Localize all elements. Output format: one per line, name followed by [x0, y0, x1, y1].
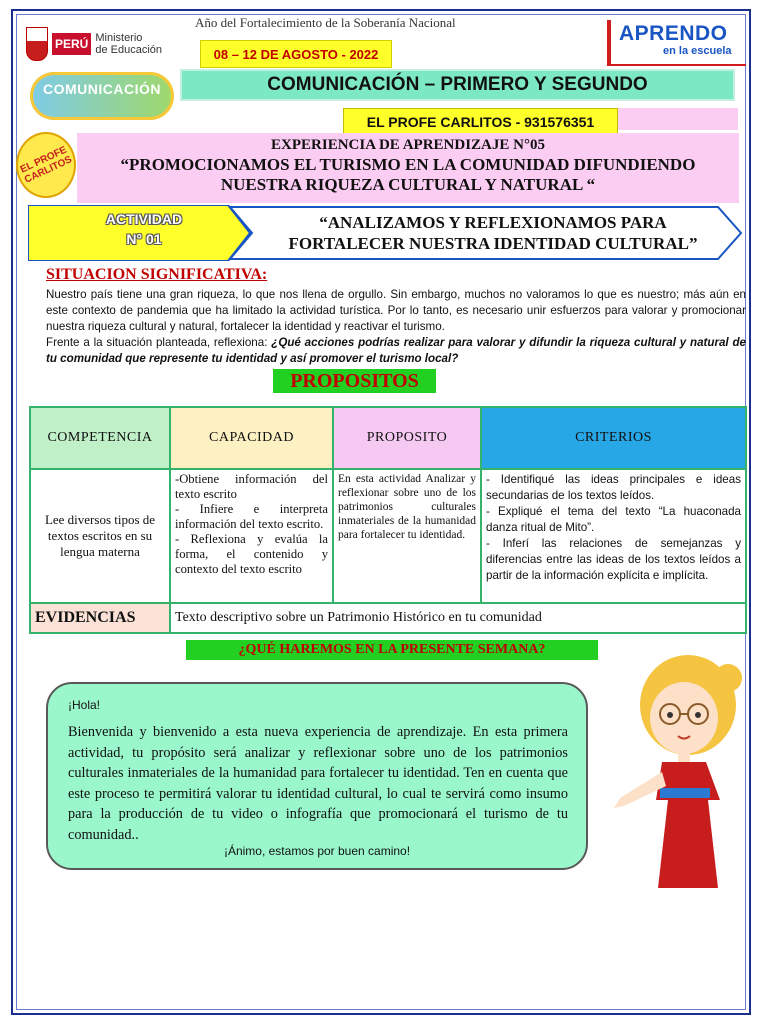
- eye-right: [695, 712, 701, 718]
- actividad-label: [64, 209, 224, 249]
- message-body: Bienvenida y bienvenido a esta nueva experiencia de aprendizaje. En esta primera actividad, tu propósito será analizar y reflexionar sobre uno de los patrimonios culturales inmateriales de la humanidad para fortalecer tu identidad. Ten en cuenta que este proceso te permitirá valorar tu identidad cultural, lo cual te servirá como insumo para la producción de tu video o infografía que promocionará el turismo de tu comunidad..: [68, 724, 568, 843]
- peru-tag: PERÚ: [52, 33, 91, 55]
- aprendo-logo-main: APRENDO: [619, 22, 728, 45]
- situacion-paragraph2: [46, 335, 746, 367]
- red-dress: [656, 762, 720, 888]
- cell-criterios: [481, 469, 746, 603]
- table-row: [30, 469, 746, 603]
- experiencia-box: [77, 133, 739, 203]
- date-range: 08 – 12 DE AGOSTO - 2022: [200, 40, 392, 68]
- comunicacion-logo-text: COMUNICACIÓN: [43, 81, 161, 97]
- capacidad-item: - Reflexiona y evalúa la forma, el contenido y contexto del texto escrito: [175, 532, 328, 576]
- message-closing: ¡Ánimo, estamos por buen camino!: [223, 844, 411, 858]
- situacion-question: ¿Qué acciones podrías realizar para valorar y difundir la riqueza cultural y natural de tu comunidad que represente tu identidad y así promover el turismo local?: [46, 336, 746, 365]
- message-greeting: ¡Hola!: [68, 698, 101, 712]
- year-motto: Año del Fortalecimiento de la Soberanía Nacional: [195, 16, 456, 30]
- criterio-item: - Inferí las relaciones de semejanzas y diferencias entre las ideas de los textos leídos a partir de la información explícita e implícita.: [486, 537, 741, 582]
- comunicacion-logo: [24, 68, 180, 128]
- capacidad-item: -Obtiene información del texto escrito: [175, 472, 328, 501]
- situacion-text: [46, 287, 746, 367]
- actividad-label-line1: ACTIVIDAD: [105, 211, 183, 227]
- propositos-title: PROPOSITOS: [273, 369, 436, 393]
- situacion-paragraph1: Nuestro país tiene una gran riqueza, lo que nos llena de orgullo. Sin embargo, muchos no valoramos lo que es nuestro; más aún en este contexto de pandemia que ha limitado la actividad turística. Por lo tanto, es necesario unir esfuerzos para valorar y promocionar nuestra riqueza cultural y natural, fortalecer la identidad y reactivar el turismo.: [46, 288, 746, 333]
- author-label: EL PROFE CARLITOS - 931576351: [343, 108, 618, 136]
- decorative-strip: [618, 108, 738, 130]
- evidencias-label: EVIDENCIAS: [30, 603, 170, 633]
- header-proposito: PROPOSITO: [333, 407, 481, 469]
- actividad-title-line1: “ANALIZAMOS Y REFLEXIONAMOS PARA: [319, 213, 667, 232]
- cell-capacidad: [170, 469, 333, 603]
- minedu-line1: Ministerio: [95, 32, 143, 44]
- actividad-banner: [28, 205, 743, 261]
- cell-competencia: Lee diversos tipos de textos escritos en su lengua materna: [30, 469, 170, 603]
- eye-left: [667, 712, 673, 718]
- neck: [678, 750, 690, 762]
- minedu-logo: [26, 22, 166, 66]
- peru-shield-icon: [26, 27, 48, 61]
- blue-belt: [660, 788, 710, 798]
- teacher-girl-illustration: [600, 650, 750, 895]
- header-competencia: COMPETENCIA: [30, 407, 170, 469]
- situacion-title: SITUACION SIGNIFICATIVA:: [46, 266, 268, 283]
- actividad-title: [258, 212, 728, 254]
- capacidad-item: - Infiere e interpreta información del texto escrito.: [175, 502, 328, 531]
- actividad-title-line2: FORTALECER NUESTRA IDENTIDAD CULTURAL”: [288, 234, 698, 253]
- actividad-label-line2: N° 01: [126, 231, 162, 247]
- evidencias-text: Texto descriptivo sobre un Patrimonio Histórico en tu comunidad: [170, 603, 746, 633]
- header-capacidad: CAPACIDAD: [170, 407, 333, 469]
- hair-bun: [714, 664, 742, 692]
- message-box: [46, 682, 588, 870]
- minedu-text: [95, 32, 162, 56]
- criterio-item: - Expliqué el tema del texto “La huaconada danza ritual de Mito”.: [486, 505, 741, 534]
- propositos-table: [29, 406, 747, 634]
- experiencia-line2: NUESTRA RIQUEZA CULTURAL Y NATURAL “: [220, 175, 596, 194]
- semana-title: ¿QUÉ HAREMOS EN LA PRESENTE SEMANA?: [186, 640, 598, 660]
- situacion-intro: Frente a la situación planteada, reflexiona:: [46, 336, 272, 349]
- minedu-line2: de Educación: [95, 44, 163, 56]
- table-header-row: [30, 407, 746, 469]
- aprendo-logo-sub: en la escuela: [663, 45, 732, 57]
- criterio-item: - Identifiqué las ideas principales e ideas secundarias de los textos leídos.: [486, 473, 741, 502]
- page-title: COMUNICACIÓN – PRIMERO Y SEGUNDO: [180, 69, 735, 101]
- evidencias-row: [30, 603, 746, 633]
- experiencia-line1: “PROMOCIONAMOS EL TURISMO EN LA COMUNIDAD DIFUNDIENDO: [120, 155, 696, 174]
- aprendo-logo: [607, 20, 746, 66]
- cell-proposito: En esta actividad Analizar y reflexionar sobre uno de los patrimonios culturales inmateriales de la humanidad para fortalecer tu identidad.: [333, 469, 481, 603]
- header-criterios: CRITERIOS: [481, 407, 746, 469]
- profe-badge-text: EL PROFE CARLITOS: [18, 144, 74, 186]
- profe-badge: [16, 132, 76, 198]
- experiencia-title: EXPERIENCIA DE APRENDIZAJE N°05: [271, 137, 545, 153]
